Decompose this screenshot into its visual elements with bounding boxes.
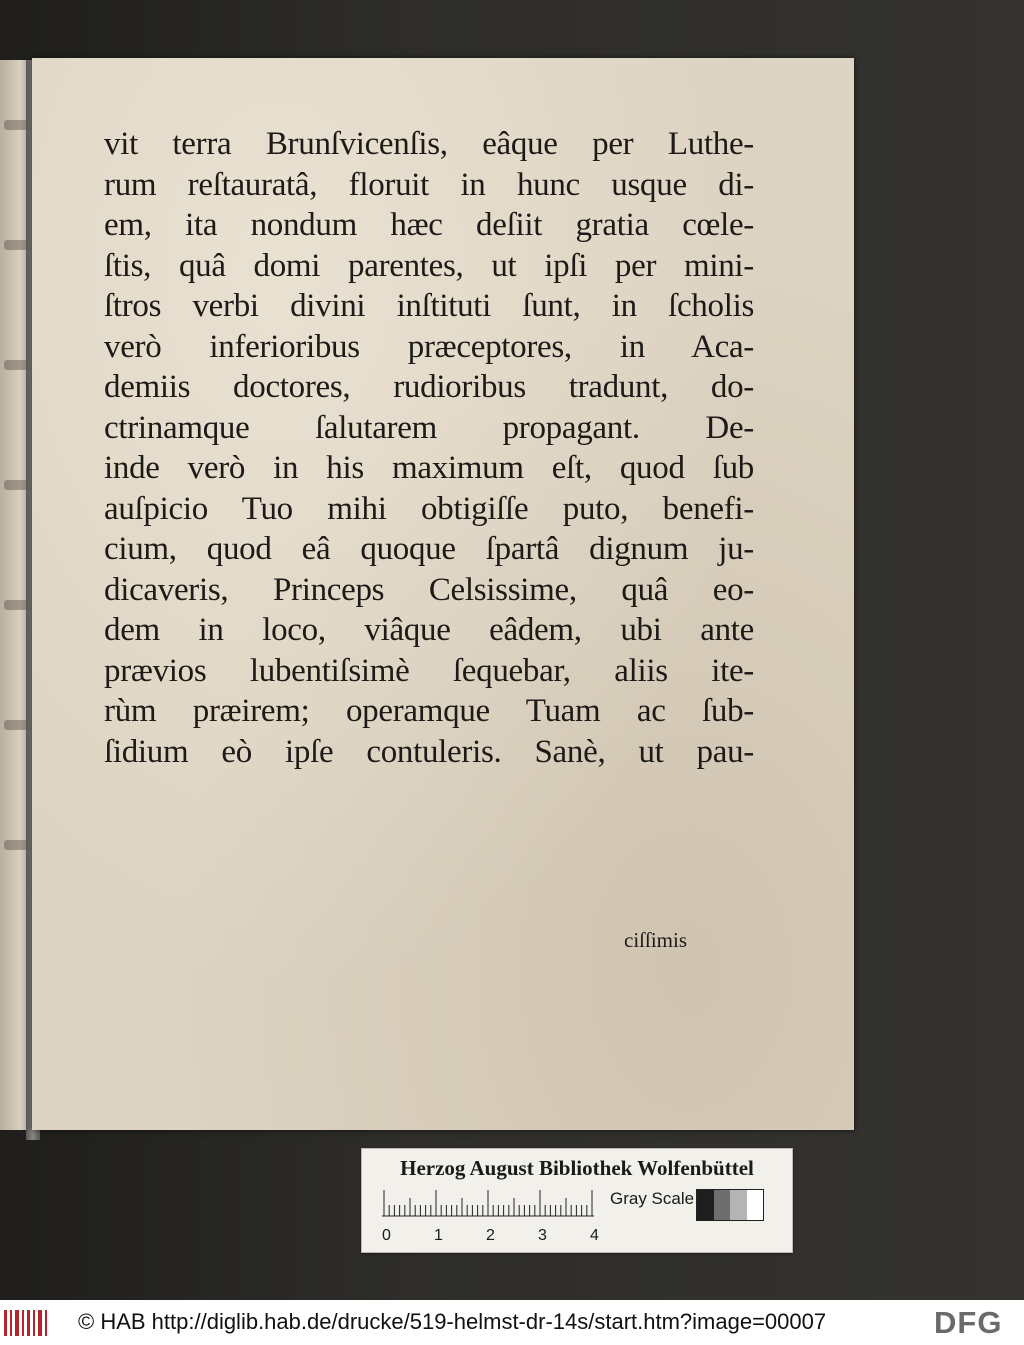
footer-source-url: © HAB http://diglib.hab.de/drucke/519-helmst-dr-14s/start.htm?image=00007 <box>78 1309 827 1334</box>
text-line: dicaveris, Princeps Celsissime, quâ eo- <box>104 571 754 608</box>
page-text-block <box>104 124 754 772</box>
text-line: prævios lubentiſsimè ſequebar, aliis ite- <box>104 652 754 689</box>
gray-swatch <box>697 1190 714 1220</box>
text-line: rum reſtauratâ, floruit in hunc usque di- <box>104 166 754 203</box>
catchword: ciſſimis <box>624 928 687 952</box>
text-line: rùm præirem; operamque Tuam ac ſub- <box>104 693 754 729</box>
text-line: ſtros verbi divini inſtituti ſunt, in ſcholis <box>104 288 754 324</box>
gray-swatch <box>747 1190 764 1220</box>
text-line: ſtis, quâ domi parentes, ut ipſi per mini- <box>104 247 754 284</box>
text-line: cium, quod eâ quoque ſpartâ dignum ju- <box>104 531 754 567</box>
text-line: verò inferioribus præceptores, in Aca- <box>104 328 754 365</box>
text-line: ſidium eò ipſe contuleris. Sanè, ut pau- <box>104 733 754 770</box>
ruler-number: 2 <box>486 1227 495 1244</box>
gray-scale-swatches <box>696 1189 764 1221</box>
ruler-scale <box>382 1189 594 1217</box>
library-color-card <box>361 1148 793 1253</box>
text-line: em, ita nondum hæc deſiit gratia cœle- <box>104 207 754 243</box>
gray-scale-label: Gray Scale <box>610 1189 695 1208</box>
info-footer-bar <box>0 1300 1024 1345</box>
text-line: inde verò in his maximum eſt, quod ſub <box>104 450 754 486</box>
dfg-logo: DFG <box>934 1305 1003 1340</box>
ruler-number: 4 <box>590 1227 599 1244</box>
gray-swatch <box>730 1190 747 1220</box>
card-title: Herzog August Bibliothek Wolfenbüttel <box>400 1156 754 1180</box>
gray-swatch <box>714 1190 731 1220</box>
text-line: demiis doctores, rudioribus tradunt, do- <box>104 369 754 405</box>
ruler-number: 1 <box>434 1227 443 1244</box>
barcode-icon <box>4 1308 48 1338</box>
text-line: ctrinamque ſalutarem propagant. De- <box>104 409 754 446</box>
ruler-number: 0 <box>382 1227 391 1244</box>
text-line: dem in loco, viâque eâdem, ubi ante <box>104 612 754 648</box>
book-page <box>32 58 854 1130</box>
ruler-number: 3 <box>538 1227 547 1244</box>
text-line: vit terra Brunſvicenſis, eâque per Luthe- <box>104 126 754 162</box>
text-line: auſpicio Tuo mihi obtigiſſe puto, benefi- <box>104 490 754 527</box>
